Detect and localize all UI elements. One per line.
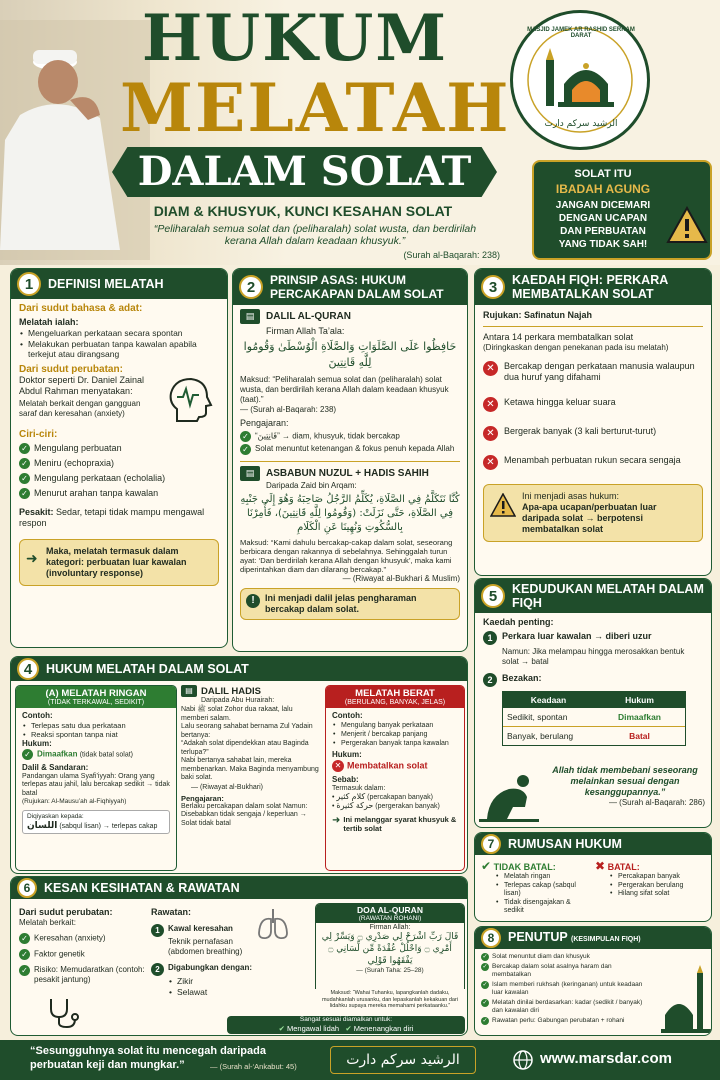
text: — (Riwayat al-Bukhari & Muslim)	[342, 574, 460, 583]
number-badge: 2	[151, 963, 164, 976]
section-definisi	[10, 268, 228, 648]
text: Melatah dinilai berdasarkan: kadar (sedikit / banyak) dan kawalan diri	[492, 999, 643, 1014]
mosque-skyline-icon	[657, 963, 711, 1035]
table-cell: Dimaafkan	[618, 712, 661, 722]
text: Doktor seperti Dr. Daniel Zainal Abdul Rahman menyatakan:	[19, 374, 145, 396]
amalan-bar	[227, 1016, 465, 1034]
text: Apa-apa ucapan/perbuatan luar daripada solat → berpotensi membatalkan solat	[522, 502, 657, 534]
subheading: Rawatan:	[151, 907, 192, 917]
text: Solat menuntut ketenangan & fokus penuh kepada Allah	[255, 444, 455, 453]
label: Sebab:	[332, 775, 359, 784]
check-icon: ✓	[482, 954, 488, 960]
quote-box	[545, 765, 705, 821]
table-header	[503, 692, 685, 708]
number-badge: 2	[483, 673, 497, 687]
section-header	[475, 579, 711, 613]
text: Melatah berkait:	[19, 918, 76, 927]
text: Menurut arahan tanpa kawalan	[34, 487, 159, 498]
text: (Diringkaskan dengan penekanan pada isu melatah)	[483, 343, 669, 352]
card-header	[316, 904, 464, 923]
rawatan-item	[151, 963, 311, 976]
check-icon: ✓	[482, 982, 488, 988]
title-melatah: MELATAH	[120, 69, 511, 147]
card-header	[16, 686, 176, 708]
quran-book-icon: ▤	[240, 309, 260, 324]
warning-box	[532, 160, 712, 260]
section-kaedah-fiqh	[474, 268, 712, 576]
list-item: • Melakukan perbuatan tanpa kawalan apabila terkejut atau dirangsang	[19, 339, 219, 360]
text: (tidak batal solat)	[79, 751, 134, 759]
hukum-value	[332, 760, 458, 772]
kesan-item	[19, 933, 147, 944]
text: Mengulang perbuatan	[34, 442, 122, 453]
warning-triangle-icon	[490, 493, 516, 517]
label: Contoh:	[22, 711, 53, 720]
dalil-hadis-card	[181, 685, 321, 871]
text: “قَانِتِينَ” → diam, khusyuk, tidak bercakap	[255, 431, 400, 441]
list-item: • Reaksi spontan tanpa niat	[22, 730, 170, 739]
list-item: • Selawat	[168, 987, 311, 998]
arabic-doa: قَالَ رَبِّ اشْرَحْ لِي صَدْرِي ۝ وَيَسِّرْ لِي أَمْرِي ۝ وَاحْلُلْ عُقْدَةً مِّن لِّسَانِي ۝ يَفْقَهُوا قَوْلِي	[321, 932, 459, 966]
list-item: • Pergerakan banyak tanpa kawalan	[332, 739, 458, 748]
check-icon: ✓	[482, 1000, 488, 1006]
section-number: 7	[481, 834, 501, 854]
text: Teknik pernafasan (abdomen breathing)	[168, 937, 243, 956]
globe-icon	[512, 1049, 534, 1071]
text: Daripada Zaid bin Arqam:	[266, 481, 357, 490]
kaedah-item	[483, 631, 703, 645]
warning-triangle-icon	[666, 206, 708, 244]
qiyas-box	[22, 810, 170, 834]
definition-list	[19, 328, 219, 360]
ciri-item	[19, 473, 219, 484]
text: Pengajaran:	[240, 418, 289, 428]
warning-line: DENGAN UCAPAN	[558, 213, 648, 224]
logo-arabic: الرشيد سركم دارت	[544, 119, 618, 129]
section-number: 3	[481, 275, 505, 299]
penutup-list	[475, 949, 655, 1028]
check-icon: ✓	[19, 443, 30, 454]
check-icon: ✓	[19, 949, 30, 960]
section-number: 4	[17, 658, 39, 680]
kaedah-item	[483, 673, 703, 687]
subheading: Dari sudut bahasa & adat:	[19, 303, 143, 314]
section-header	[11, 269, 227, 299]
check-icon: ✔	[481, 859, 492, 873]
card-title: DALIL HADIS	[201, 685, 261, 697]
label: Hukum:	[332, 750, 362, 759]
logo-ring-text: MASJID JAMEK AR RASHID SERKAM DARAT	[527, 27, 635, 39]
card-subtitle: (RAWATAN ROHANI)	[358, 915, 422, 922]
amalan-items	[227, 1024, 465, 1033]
penutup-item	[481, 1017, 649, 1025]
tidak-batal-heading	[481, 859, 591, 873]
text: Lalu seorang sahabat bernama Zul Yadain bertanya:	[181, 723, 313, 739]
section-title: PRINSIP ASAS: HUKUM PERCAKAPAN DALAM SOLAT	[270, 273, 444, 301]
card-header	[181, 685, 321, 697]
qiyas-text	[27, 820, 165, 831]
ciri-item	[19, 443, 219, 454]
batal-item	[483, 361, 703, 383]
text: Daripada Abu Hurairah:	[201, 697, 275, 704]
check-icon: ✓	[19, 488, 30, 499]
arabic-word: اللسان	[27, 820, 58, 831]
subheading: Ciri-ciri:	[19, 428, 58, 440]
text: Bergerak banyak (3 kali berturut-turut)	[504, 426, 657, 436]
subtitle: DIAM & KHUSYUK, KUNCI KESAHAN SOLAT	[153, 203, 453, 219]
text: (sabqul lisan) → terlepas cakap	[59, 823, 158, 831]
section-prinsip	[232, 268, 468, 652]
subheading: Kaedah penting:	[483, 617, 554, 627]
berat-note	[332, 815, 458, 833]
title-sub: (KESIMPULAN FIQH)	[571, 935, 641, 943]
section-number: 6	[17, 878, 37, 898]
book-icon: ▤	[240, 466, 260, 481]
label: Pesakit:	[19, 507, 54, 517]
text: Berlaku percakapan dalam solat Namun: Disebabkan tidak sengaja / keperluan → Solat tidak batal	[181, 802, 308, 827]
x-icon: ✕	[483, 361, 498, 376]
text: Dimaafkan	[37, 749, 78, 759]
batal-item	[483, 455, 703, 470]
subheading: DALIL AL-QURAN	[266, 311, 351, 322]
melatah-berat-card	[325, 685, 465, 871]
text: Maka, melatah termasuk dalam kategori: perbuatan luar kawalan (involuntary response)	[46, 546, 187, 578]
text: — (Surah Taha: 25–28)	[356, 967, 424, 974]
card-title: (A) MELATAH RINGAN	[45, 688, 147, 699]
text: Menenangkan diri	[353, 1024, 414, 1033]
header-verse-ref: (Surah al-Baqarah: 238)	[403, 250, 500, 260]
arabic-word: حركة كثيرة	[336, 801, 374, 810]
list-item: • Mengeluarkan perkataan secara spontan	[19, 328, 219, 339]
list-item: • Menjerit / bercakap panjang	[332, 730, 458, 739]
arrow-right-icon: ➜	[26, 550, 38, 566]
prostrating-person-illustration	[479, 767, 539, 823]
text: TIDAK BATAL:	[493, 862, 556, 872]
text: BATAL:	[607, 862, 640, 872]
text: Sangat sesuai diamalkan untuk:	[299, 1016, 393, 1023]
tidak-batal-column	[481, 859, 591, 916]
list-item: • Terlepas cakap (sabqul lisan)	[495, 882, 591, 899]
subheading: Dari sudut perubatan:	[19, 907, 113, 917]
warning-line: DAN PERBUATAN	[560, 226, 646, 237]
lesson-item	[240, 431, 460, 442]
arrow-right-icon: ➜	[332, 815, 341, 826]
text: Keresahan (anxiety)	[34, 933, 106, 943]
x-icon: ✕	[483, 397, 498, 412]
section-header	[11, 877, 467, 899]
footer-quote: “Sesungguhnya solat itu mencegah daripada perbuatan keji dan mungkar.”	[30, 1045, 266, 1071]
text: Sedar, tetapi tidak mampu mengawal respon	[19, 507, 205, 528]
penutup-item	[481, 999, 649, 1015]
warning-line: SOLAT ITU	[574, 168, 632, 180]
text: Membatalkan solat	[347, 760, 428, 771]
number-badge: 1	[151, 924, 164, 937]
website-link[interactable]: www.marsdar.com	[540, 1050, 672, 1067]
check-icon: ✓	[482, 1018, 488, 1024]
example-list	[332, 721, 458, 748]
text: Perkara luar kawalan → diberi uzur	[502, 631, 652, 641]
text: Faktor genetik	[34, 949, 85, 959]
section-title: KEDUDUKAN MELATAH DALAM FIQH	[512, 582, 704, 610]
list-item: • Melatah ringan	[495, 873, 591, 882]
label: Hukum:	[22, 739, 52, 748]
asas-hukum-note	[483, 484, 703, 542]
check-icon: ✓	[19, 473, 30, 484]
sebab-item: • كلام كثير (percakapan banyak)	[332, 792, 433, 801]
section-number: 2	[239, 275, 263, 299]
table-cell: Batal	[629, 731, 650, 741]
x-icon: ✖	[595, 859, 606, 873]
batal-item	[483, 397, 703, 412]
arabic-word: كلام كثير	[336, 792, 366, 801]
check-icon: ✓	[22, 749, 33, 760]
subheading: ASBABUN NUZUL + HADIS SAHIH	[266, 468, 429, 479]
text: Melatah berkait dengan gangguan saraf dan keresahan (anxiety)	[19, 398, 141, 418]
table-cell: Sedikit, spontan	[507, 712, 568, 722]
card-header	[326, 686, 464, 708]
text: Firman Allah Ta’ala:	[266, 326, 345, 336]
text: Mengulang perkataan (echolalia)	[34, 472, 166, 483]
batal-column	[595, 859, 707, 899]
text: Safinatun Najah	[524, 310, 593, 320]
title-dalam-solat: DALAM SOLAT	[137, 148, 472, 195]
brain-head-icon	[163, 375, 215, 427]
text: Ini melanggar syarat khusyuk & tertib solat	[343, 815, 457, 833]
text: Bezakan:	[502, 673, 542, 683]
kesan-item	[19, 949, 147, 960]
card-title: MELATAH BERAT	[355, 688, 435, 699]
rujukan	[483, 310, 703, 321]
check-icon: ✓	[482, 964, 488, 970]
text: (Rujukan: Al-Mausu’ah al-Fiqhiyyah)	[22, 798, 127, 806]
check-icon: ✔	[278, 1024, 285, 1033]
text: — (Riwayat al-Bukhari)	[191, 783, 263, 791]
warning-line: IBADAH AGUNG	[555, 182, 651, 196]
section-penutup	[474, 926, 712, 1036]
penutup-item	[481, 953, 649, 961]
section-kesan-kesihatan	[10, 876, 468, 1036]
card-subtitle: (BERULANG, BANYAK, JELAS)	[344, 699, 446, 706]
footer-quote-ref: — (Surah al-‘Ankabut: 45)	[210, 1062, 297, 1071]
text: Menambah perbuatan rukun secara sengaja	[504, 455, 681, 465]
text: Melatah ialah:	[19, 317, 79, 327]
text: Namun: Jika melampau hingga merosakkan bentuk solat → batal	[502, 647, 685, 666]
masjid-logo	[510, 10, 650, 150]
text: Nabi ﷺ solat Zohor dua rakaat, lalu memberi salam.	[181, 706, 293, 722]
list-item: • Pergerakan berulang	[609, 882, 707, 891]
list-item: • Percakapan banyak	[609, 873, 707, 882]
example-list	[22, 721, 170, 739]
column-header: Keadaan	[530, 695, 567, 705]
text: “Adakah solat dipendekkan atau Baginda terlupa?”	[181, 740, 309, 756]
text: Termasuk dalam:	[332, 785, 386, 792]
text: Solat menuntut diam dan khusyuk	[492, 953, 590, 960]
list-item: • Tidak disengajakan & sedikit	[495, 899, 591, 916]
label: Dalil & Sandaran:	[22, 762, 89, 772]
kesan-item	[19, 965, 147, 985]
hukum-table	[502, 691, 686, 746]
check-icon: ✓	[19, 933, 30, 944]
warning-line: YANG TIDAK SAH!	[558, 239, 648, 250]
text: — (Surah al-Baqarah: 286)	[608, 798, 705, 807]
text: Pandangan ulama Syafi’iyyah: Orang yang terlepas atau jahil, lalu bercakap sedikit → tidak batal	[22, 772, 170, 797]
section-title: KAEDAH FIQH: PERKARA MEMBATALKAN SOLAT	[512, 273, 668, 301]
text: Antara 14 perkara membatalkan solat	[483, 332, 634, 342]
card-subtitle: (TIDAK TERKAWAL, SEDIKIT)	[47, 699, 145, 706]
text: Firman Allah:	[369, 924, 411, 931]
section-title: KESAN KESIHATAN & RAWATAN	[44, 881, 240, 895]
section-number: 8	[481, 928, 501, 948]
check-icon: ✔	[345, 1024, 352, 1033]
text: Bercakap dengan perkataan manusia walaupun dua huruf yang difahami	[504, 361, 695, 382]
ciri-item	[19, 458, 219, 469]
table-cell: Banyak, berulang	[507, 731, 574, 741]
check-icon: ✓	[19, 458, 30, 469]
title-text: PENUTUP	[508, 929, 568, 944]
penutup-item	[481, 963, 649, 979]
check-icon: ✓	[240, 431, 251, 442]
text: Ketawa hingga keluar suara	[504, 397, 616, 407]
section-title: DEFINISI MELATAH	[48, 277, 164, 291]
book-icon: ▤	[181, 685, 197, 697]
x-icon: ✕	[332, 760, 344, 772]
doa-meaning: Maksud: “Wahai Tuhanku, lapangkanlah dadaku, mudahkanlah urusanku, dan lepaskanlah kekakuan dari lidahku supaya mereka memahami perkataanku.”	[315, 989, 465, 1015]
tidak-batal-list	[481, 873, 591, 916]
section-number: 1	[17, 272, 41, 296]
x-icon: ✕	[483, 426, 498, 441]
warning-line: JANGAN DICEMARI	[555, 200, 651, 211]
text: Bercakap dalam solat asalnya haram dan membatalkan	[492, 963, 612, 978]
sebab-item: • حركة كثيرة (pergerakan banyak)	[332, 801, 440, 810]
exclamation-icon: !	[246, 594, 260, 608]
list-item: • Mengulang banyak perkataan	[332, 721, 458, 730]
text: Ini menjadi dalil jelas pengharaman bercakap dalam solat.	[265, 593, 417, 614]
text: Maksud: “Peliharalah semua solat dan (peliharalah) solat wusta, dan berdirilah kerana Allah dalam keadaan khusyuk (taat).”	[240, 375, 449, 404]
section-header	[475, 833, 711, 855]
label: Contoh:	[332, 711, 363, 720]
hukum-value	[22, 749, 170, 761]
section-kedudukan	[474, 578, 712, 828]
stethoscope-icon	[47, 997, 83, 1029]
label: Rujukan:	[483, 310, 522, 320]
perubatan-column	[19, 907, 147, 985]
zikir-list	[151, 976, 311, 997]
text: — (Surah al-Baqarah: 238)	[240, 405, 337, 414]
section-header	[475, 269, 711, 305]
text: (pergerakan banyak)	[375, 803, 440, 810]
title-hukum: HUKUM	[141, 1, 449, 76]
penutup-item	[481, 981, 649, 997]
arabic-verse: حَافِظُوا عَلَى الصَّلَوَاتِ وَالصَّلَاةِ الْوُسْطَىٰ وَقُومُوا لِلَّهِ قَانِتِينَ	[243, 340, 457, 369]
section-rumusan	[474, 832, 712, 922]
column-header: Hukum	[625, 695, 654, 705]
section-header	[475, 927, 711, 949]
batal-item	[483, 426, 703, 441]
footer-arabic: الرشيد سركم دارت	[346, 1052, 460, 1068]
section-hukum-melatah	[10, 656, 468, 874]
text: Nabi bertanya sahabat lain, mereka membenarkan. Maka Baginda menyambung baki solat.	[181, 757, 319, 781]
check-icon: ✓	[240, 444, 251, 455]
batal-list	[595, 873, 707, 899]
x-icon: ✕	[483, 455, 498, 470]
text: Rawatan perlu: Gabungan perubatan + rohani	[492, 1017, 625, 1024]
header-verse: “Peliharalah semua solat dan (peliharalah) solat wusta, dan berdirilah kerana Allah dalam keadaan khusyuk.”	[153, 223, 477, 247]
batal-heading	[595, 859, 707, 873]
text: Digabungkan dengan:	[168, 963, 252, 972]
footer-arabic-badge	[330, 1046, 476, 1074]
text: Diqiyaskan kepada:	[27, 813, 84, 821]
text: Risiko: Memudaratkan (contoh: pesakit jantung)	[34, 965, 145, 984]
section-title: HUKUM MELATAH DALAM SOLAT	[46, 662, 249, 676]
label: Pengajaran:	[181, 793, 224, 803]
table-row	[503, 708, 685, 727]
list-item: • Hilang sifat solat	[609, 890, 707, 899]
footer	[0, 1040, 720, 1080]
text: Maksud: “Kami dahulu bercakap-cakap dalam solat, seseorang berbicara dengan rakannya di sebelahnya. Sehinggalah turun ayat: ‘Dan berdirilah kerana Allah dengan khusyuk’, maka kami diperintahkan diam dan dilarang bercakap.”	[240, 538, 453, 574]
section-header	[233, 269, 467, 305]
text: Islam memberi rukhsah (keringanan) untuk keadaan luar kawalan	[492, 981, 643, 996]
text: Ini menjadi asas hukum:	[522, 491, 620, 501]
lungs-icon	[256, 907, 290, 941]
card-title: DOA AL-QURAN	[357, 905, 423, 915]
ciri-item	[19, 488, 219, 499]
melatah-ringan-card	[15, 685, 177, 871]
text: Meniru (echopraxia)	[34, 457, 115, 468]
text: Allah tidak membebani seseorang melainkan sesuai dengan kesanggupannya.”	[552, 765, 698, 797]
table-row	[503, 727, 685, 745]
section-header	[11, 657, 467, 681]
check-icon: ✓	[19, 965, 30, 976]
section-number: 5	[481, 584, 505, 608]
text: (percakapan banyak)	[367, 794, 433, 801]
lesson-item	[240, 444, 460, 455]
section-title	[508, 930, 641, 947]
arabic-hadith: كُنَّا نَتَكَلَّمُ فِي الصَّلَاةِ، يُكَلِّمُ الرَّجُلُ صَاحِبَهُ وَهُوَ إِلَى جَنْبِهِ فِي الصَّلَاةِ، حَتَّى نَزَلَتْ: (وَقُومُوا لِلَّهِ قَانِتِينَ)، فَأُمِرْنَا بِالسُّكُوتِ وَنُهِينَا عَنِ الْكَلَامِ	[240, 494, 460, 533]
number-badge: 1	[483, 631, 497, 645]
subheading: Dari sudut perubatan:	[19, 363, 123, 375]
text: Mengawal lidah	[286, 1024, 340, 1033]
list-item: • Zikir	[168, 976, 311, 987]
section-title: RUMUSAN HUKUM	[508, 837, 622, 851]
text: Kawal keresahan	[168, 924, 233, 933]
dalil-note	[240, 588, 460, 620]
conclusion-note	[19, 539, 219, 586]
list-item: • Terlepas satu dua perkataan	[22, 721, 170, 730]
pesakit-text	[19, 507, 219, 529]
